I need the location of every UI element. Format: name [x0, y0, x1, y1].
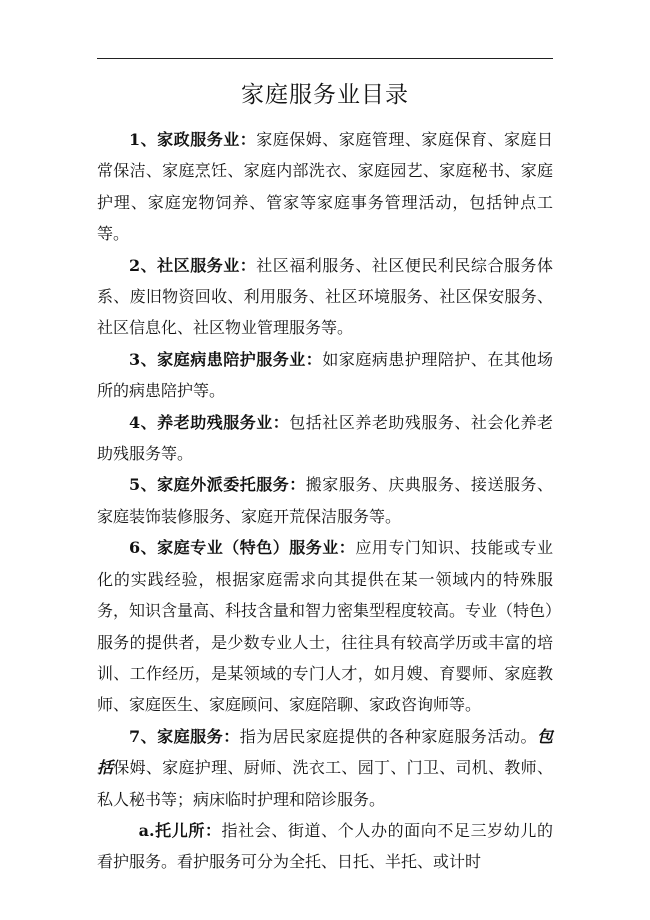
paragraph-lead: 1、家政服务业：: [129, 130, 257, 149]
paragraph-emphasis: 包括: [97, 726, 553, 778]
header-rule: [97, 58, 553, 59]
paragraph-text: 指为居民家庭提供的各种家庭服务活动。: [239, 726, 537, 746]
subparagraph-text: 指社会、街道、个人办的面向不足三岁幼儿的看护服务。看护服务可分为全托、日托、半托、或计时: [97, 820, 553, 872]
subparagraph-a: [97, 815, 553, 878]
paragraph-7: [97, 721, 553, 815]
paragraph-lead: 4、养老助残服务业：: [129, 412, 290, 432]
paragraph-3: [97, 344, 553, 407]
paragraph-4: [97, 407, 553, 470]
paragraph-1: [97, 124, 553, 250]
paragraph-2: [97, 250, 553, 344]
paragraph-lead: 3、家庭病患陪护服务业：: [129, 349, 323, 369]
paragraph-text: 家庭保姆、家庭管理、家庭保育、家庭日常保洁、家庭烹饪、家庭内部洗衣、家庭园艺、家庭秘书、家庭护理、家庭宠物饲养、管家等家庭事务管理活动，包括钟点工等。: [97, 130, 553, 244]
paragraph-text: 包括社区养老助残服务、社会化养老助残服务等。: [97, 412, 553, 464]
paragraph-lead: 7、家庭服务：: [129, 726, 240, 746]
paragraph-text-continued: 保姆、家庭护理、厨师、洗衣工、园丁、门卫、司机、教师、私人秘书等；病床临时护理和陪诊服务。: [97, 758, 553, 809]
paragraph-lead: 6、家庭专业（特色）服务业：: [129, 538, 356, 558]
paragraph-lead: 2、社区服务业：: [129, 255, 257, 275]
paragraph-text: 搬家服务、庆典服务、接送服务、家庭装饰装修服务、家庭开荒保洁服务等。: [97, 475, 553, 526]
paragraph-6: [97, 532, 553, 720]
document-title: 家庭服务业目录: [241, 82, 409, 108]
paragraph-lead: 5、家庭外派委托服务：: [129, 475, 306, 495]
paragraph-text: 社区福利服务、社区便民利民综合服务体系、废旧物资回收、利用服务、社区环境服务、社区保安服务、社区信息化、社区物业管理服务等。: [97, 255, 553, 338]
document-body: [97, 124, 553, 878]
subparagraph-lead: a.托儿所：: [138, 820, 222, 840]
paragraph-5: [97, 469, 553, 532]
paragraph-text: 如家庭病患护理陪护、在其他场所的病患陪护等。: [97, 349, 553, 401]
paragraph-text: 应用专门知识、技能或专业化的实践经验，根据家庭需求向其提供在某一领域内的特殊服务，知识含量高、科技含量和智力密集型程度较高。专业（特色）服务的提供者，是少数专业人士，往往具有较高学历或丰富的培训、工作经历，是某领域的专门人才，如月嫂、育婴师、家庭教师、家庭医生、家庭顾问、家庭陪聊、家政咨询师等。: [97, 538, 554, 715]
